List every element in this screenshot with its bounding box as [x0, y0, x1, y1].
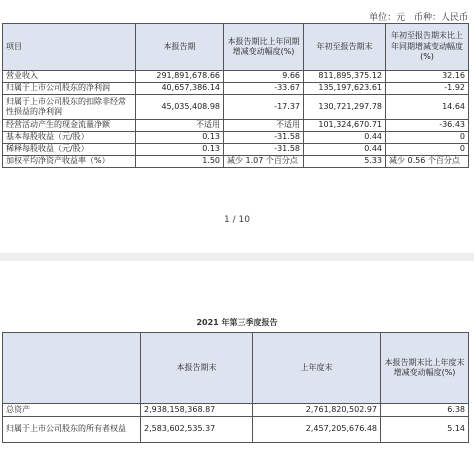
cell-ytd-change: 14.64: [386, 95, 469, 120]
row-label: 归属于上市公司股东的净利润: [3, 83, 136, 95]
row-label: 经营活动产生的现金流量净额: [3, 120, 136, 132]
row-label: 归属于上市公司股东的所有者权益: [3, 417, 141, 443]
cell-current-change: 不适用: [224, 120, 304, 132]
key-financials-table: [2, 23, 469, 168]
cell-current-change: -31.58: [224, 144, 304, 156]
col-header-item: 项目: [3, 24, 136, 71]
table-row: [3, 71, 469, 83]
cell-prior-year-end: 2,761,820,502.97: [253, 404, 381, 417]
row-label: 营业收入: [3, 71, 136, 83]
col-header-period-end: 本报告期末: [141, 333, 253, 404]
cell-ytd-change: 减少 0.56 个百分点: [386, 156, 469, 168]
cell-ytd-change: 0: [386, 144, 469, 156]
table-header-row: [3, 333, 469, 404]
table-row: [3, 120, 469, 132]
col-header-current-period: 本报告期: [136, 24, 224, 71]
cell-ytd-change: -36.43: [386, 120, 469, 132]
row-label: 基本每股收益（元/股）: [3, 132, 136, 144]
cell-period-end: 2,583,602,535.37: [141, 417, 253, 443]
col-header-prior-year-end: 上年度末: [253, 333, 381, 404]
cell-current-period: 45,035,408.98: [136, 95, 224, 120]
row-label: 稀释每股收益（元/股）: [3, 144, 136, 156]
cell-current-change: -17.37: [224, 95, 304, 120]
cell-ytd: 135,197,623.61: [304, 83, 386, 95]
cell-ytd: 130,721,297.78: [304, 95, 386, 120]
table-row: [3, 95, 469, 120]
report-title: 2021 年第三季度报告: [196, 318, 278, 327]
col-header-ytd-change: 年初至报告期末比上年同期增减变动幅度(%): [386, 24, 469, 71]
row-label: 总资产: [3, 404, 141, 417]
cell-ytd: 101,324,670.71: [304, 120, 386, 132]
cell-current-change: -31.58: [224, 132, 304, 144]
cell-current-period: 40,657,386.14: [136, 83, 224, 95]
table-row: [3, 83, 469, 95]
page-number: 1 / 10: [224, 215, 250, 225]
cell-current-period: 0.13: [136, 144, 224, 156]
cell-ytd-change: -1.92: [386, 83, 469, 95]
cell-current-period: 不适用: [136, 120, 224, 132]
cell-current-period: 0.13: [136, 132, 224, 144]
col-header-blank: [3, 333, 141, 404]
col-header-ytd: 年初至报告期末: [304, 24, 386, 71]
cell-ytd-change: 32.16: [386, 71, 469, 83]
table-row: [3, 132, 469, 144]
cell-current-period: 291,891,678.66: [136, 71, 224, 83]
cell-ytd: 5.33: [304, 156, 386, 168]
col-header-current-change: 本报告期比上年同期增减变动幅度(%): [224, 24, 304, 71]
unit-label: 单位：元: [369, 13, 406, 23]
table-row: [3, 156, 469, 168]
table-row: [3, 417, 469, 443]
table-row: [3, 144, 469, 156]
page-divider: [0, 253, 474, 261]
balance-sheet-table: [2, 332, 469, 443]
cell-current-change: 减少 1.07 个百分点: [224, 156, 304, 168]
table-row: [3, 404, 469, 417]
cell-change: 6.38: [381, 404, 469, 417]
unit-line: [0, 10, 468, 23]
cell-change: 5.14: [381, 417, 469, 443]
cell-current-change: 9.66: [224, 71, 304, 83]
cell-period-end: 2,938,158,368.87: [141, 404, 253, 417]
cell-ytd: 0.44: [304, 144, 386, 156]
cell-ytd-change: 0: [386, 132, 469, 144]
row-label: 加权平均净资产收益率（%）: [3, 156, 136, 168]
cell-ytd: 811,895,375.12: [304, 71, 386, 83]
col-header-change: 本报告期末比上年度末增减变动幅度(%): [381, 333, 469, 404]
cell-current-period: 1.50: [136, 156, 224, 168]
cell-ytd: 0.44: [304, 132, 386, 144]
row-label: 归属于上市公司股东的扣除非经常性损益的净利润: [3, 95, 136, 120]
currency-label: 币种：人民币: [413, 13, 468, 23]
cell-prior-year-end: 2,457,205,676.48: [253, 417, 381, 443]
table-header-row: [3, 24, 469, 71]
cell-current-change: -33.67: [224, 83, 304, 95]
